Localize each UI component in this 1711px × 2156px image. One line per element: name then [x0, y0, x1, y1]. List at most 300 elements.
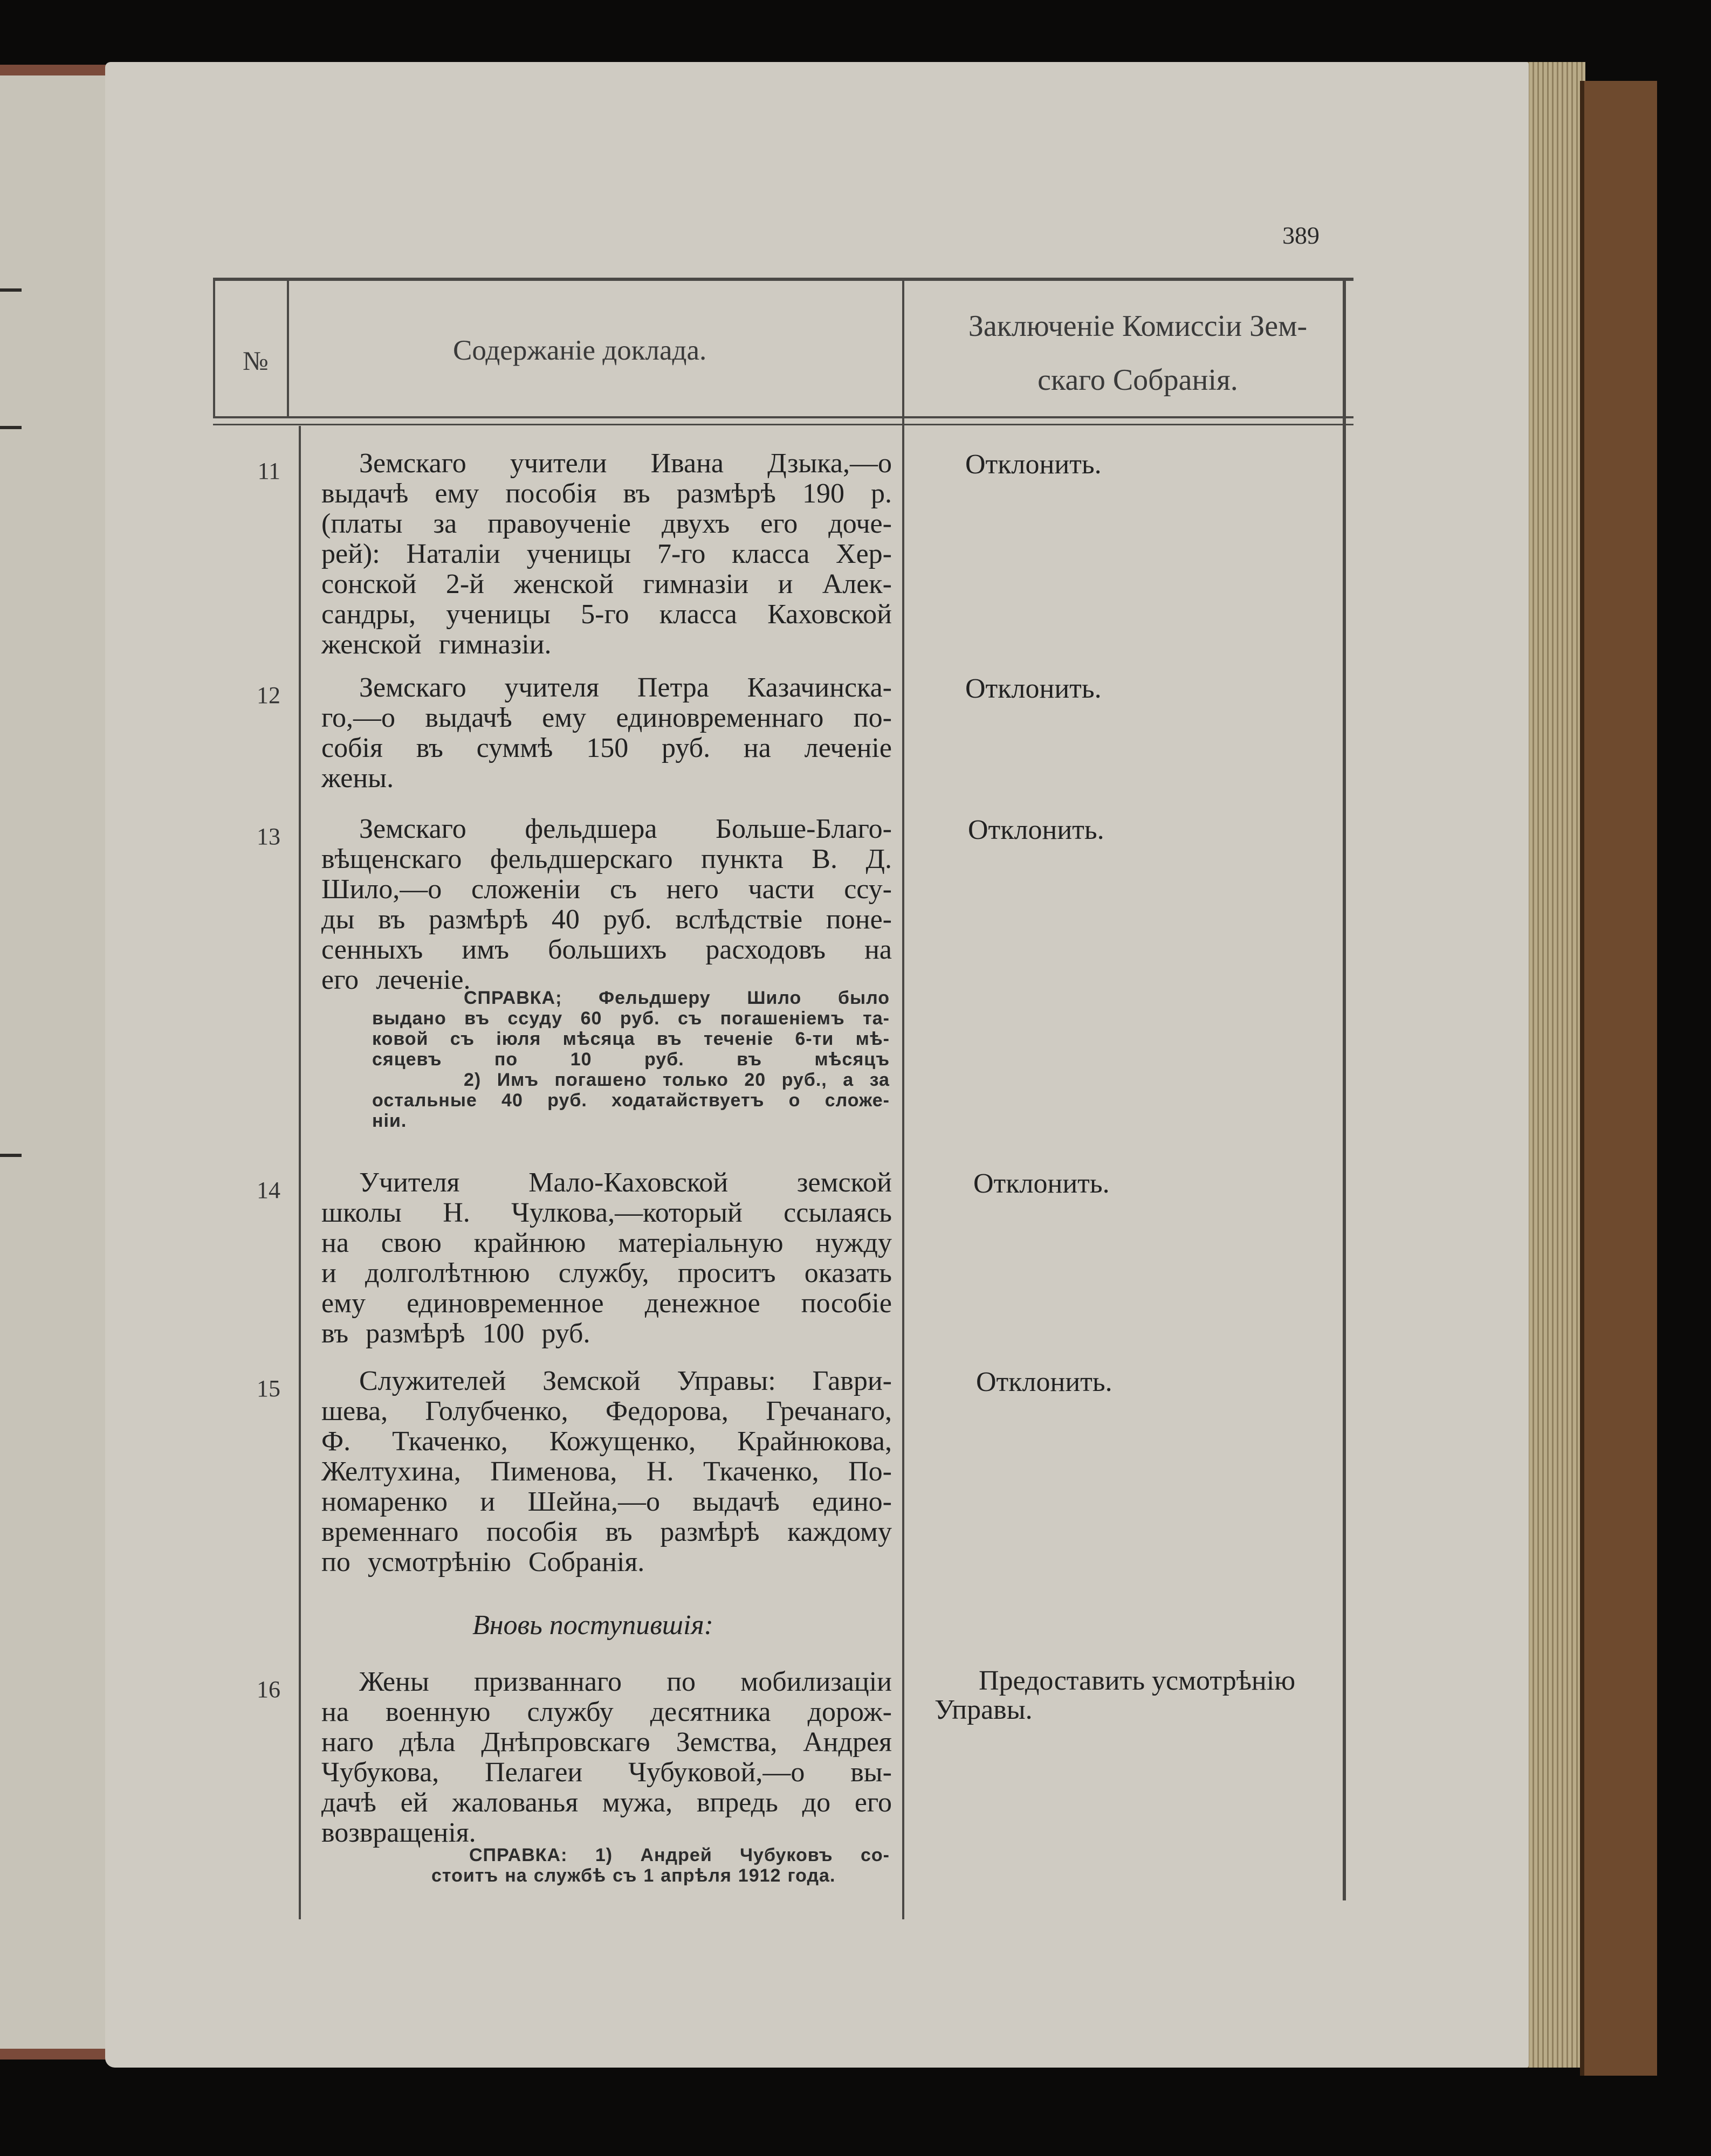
- word: части: [748, 874, 815, 905]
- row-number: 15: [257, 1375, 280, 1402]
- word: размѣрѣ: [660, 1517, 760, 1547]
- word: Учителя: [359, 1167, 460, 1198]
- word: сложе-: [824, 1090, 890, 1111]
- word: Жены: [359, 1666, 429, 1697]
- word: стоитъ: [431, 1865, 499, 1886]
- word: въ: [605, 1517, 633, 1547]
- word: ссылаясь: [784, 1197, 892, 1228]
- word: Каховской: [767, 599, 892, 630]
- word: руб.: [620, 1008, 660, 1029]
- row-number: 14: [257, 1177, 280, 1203]
- word: вы-: [850, 1757, 892, 1788]
- word: Ткаченко,: [392, 1426, 508, 1457]
- word: руб.: [662, 733, 711, 763]
- word: за: [433, 508, 457, 539]
- word: десятника: [650, 1697, 771, 1727]
- word: женской: [321, 629, 422, 660]
- column-rule: [902, 278, 904, 1919]
- text-line: [321, 539, 892, 569]
- row-conclusion: Отклонить.: [976, 1367, 1112, 1397]
- word: іюля: [496, 1029, 541, 1049]
- text-line: [321, 1517, 892, 1547]
- word: года.: [787, 1865, 836, 1886]
- row-conclusion: Отклонить.: [965, 449, 1102, 480]
- word: военную: [386, 1697, 491, 1727]
- column-header-number: №: [243, 346, 269, 376]
- word: денежное: [644, 1288, 760, 1319]
- word: въ: [464, 1008, 490, 1029]
- word: свою: [381, 1228, 442, 1258]
- row-conclusion: Управы.: [934, 1695, 1033, 1725]
- word: только: [662, 1070, 729, 1090]
- word: 190: [802, 478, 844, 509]
- text-line: [321, 733, 892, 763]
- word: него: [666, 874, 719, 905]
- word: шева,: [321, 1396, 388, 1427]
- word: въ: [737, 1049, 762, 1070]
- text-line: [321, 1547, 892, 1578]
- word: пункта: [701, 844, 784, 874]
- word: Чубуковъ: [740, 1845, 833, 1865]
- word: 7-го: [657, 539, 706, 569]
- word: расходовъ: [705, 934, 826, 965]
- word: имъ: [462, 934, 509, 965]
- word: По-: [848, 1456, 892, 1487]
- word: Шило: [747, 988, 802, 1008]
- word: оказать: [804, 1258, 892, 1289]
- table-top-rule: [213, 278, 1353, 281]
- left-page-edge: [0, 75, 108, 2049]
- word: ніи.: [372, 1111, 407, 1131]
- word: СПРАВКА:: [469, 1845, 568, 1865]
- word: вѣщенскаго: [321, 844, 462, 874]
- word: руб.,: [781, 1070, 827, 1090]
- reference-note: [372, 988, 890, 1131]
- column-header-conclusion-line: скаго Собранія.: [1037, 363, 1238, 397]
- word: долголѣтнюю: [365, 1258, 530, 1289]
- row-content: [321, 449, 892, 660]
- table-header-rule: [213, 424, 1353, 425]
- word: ему: [435, 478, 479, 509]
- left-page-rule: [0, 1154, 22, 1157]
- word: Ф.: [321, 1426, 351, 1457]
- word: гимназіи: [643, 569, 749, 600]
- word: 10: [570, 1049, 592, 1070]
- word: учителя: [504, 672, 600, 703]
- word: Андрей: [640, 1845, 712, 1865]
- text-line: [321, 1788, 892, 1818]
- left-page-rule: [0, 288, 22, 292]
- word: проситъ: [677, 1258, 776, 1289]
- text-line: [321, 1427, 892, 1457]
- column-header-content: Содержаніе доклада.: [453, 335, 707, 366]
- word: собія: [321, 733, 383, 763]
- word: ссуду: [507, 1008, 563, 1029]
- word: Земства,: [676, 1727, 778, 1758]
- word: Земскаго: [359, 672, 466, 703]
- word: вслѣдствіе: [675, 904, 803, 935]
- word: по: [321, 1547, 351, 1578]
- word: рей):: [321, 539, 380, 569]
- row-number: 12: [257, 682, 280, 708]
- word: Пелагеи: [485, 1757, 583, 1788]
- word: матеріальную: [618, 1228, 784, 1258]
- text-line: [321, 874, 892, 905]
- row-number: 11: [257, 458, 280, 484]
- word: по: [494, 1049, 518, 1070]
- column-header-conclusion: [933, 299, 1343, 407]
- word: остальные: [372, 1090, 477, 1111]
- text-line: [321, 1319, 892, 1349]
- text-line: [321, 1818, 892, 1848]
- word: Гречанаго,: [766, 1396, 892, 1427]
- text-line: [321, 1667, 892, 1697]
- book-cover: [1580, 81, 1657, 2076]
- reference-line: [372, 988, 890, 1008]
- reference-line: [372, 1008, 890, 1029]
- word: Мало-Каховской: [528, 1167, 729, 1198]
- reference-line: [372, 1070, 890, 1090]
- word: фельдшера: [525, 814, 657, 844]
- reference-line: [372, 1049, 890, 1070]
- table-right-rule: [1343, 278, 1346, 1900]
- word: 20: [744, 1070, 766, 1090]
- text-line: [321, 1758, 892, 1788]
- word: 6-ти: [795, 1029, 834, 1049]
- word: ссу-: [844, 874, 892, 905]
- word: доче-: [828, 508, 892, 539]
- word: по-: [853, 702, 892, 733]
- word: пособія: [505, 478, 597, 509]
- word: Кожущенко,: [549, 1426, 696, 1457]
- word: временнаго: [321, 1517, 459, 1547]
- text-line: [321, 1228, 892, 1258]
- text-line: [321, 509, 892, 539]
- text-line: [321, 935, 892, 965]
- word: единовременное: [407, 1288, 604, 1319]
- text-line: [321, 600, 892, 630]
- word: размѣрѣ: [428, 904, 528, 935]
- word: мужа,: [602, 1787, 673, 1818]
- word: по: [666, 1666, 696, 1697]
- text-line: [321, 1457, 892, 1487]
- word: большихъ: [548, 934, 667, 965]
- word: ды: [321, 904, 355, 935]
- text-line: [321, 1168, 892, 1198]
- word: его: [321, 965, 359, 995]
- word: Управы:: [677, 1366, 776, 1396]
- word: р.: [870, 478, 892, 509]
- text-line: [321, 1396, 892, 1427]
- word: Больше-Благо-: [716, 814, 892, 844]
- word: на: [321, 1228, 349, 1258]
- word: погашено: [554, 1070, 647, 1090]
- word: 2): [464, 1070, 482, 1090]
- word: о: [788, 1090, 801, 1111]
- word: на: [505, 1865, 527, 1886]
- word: было: [838, 988, 890, 1008]
- word: жалованья: [452, 1787, 579, 1818]
- word: Ивана: [650, 448, 724, 479]
- word: и: [480, 1486, 496, 1517]
- reference-line: [372, 1865, 890, 1886]
- row-number: 16: [257, 1676, 280, 1703]
- word: Земской: [542, 1366, 641, 1396]
- word: Петра: [637, 672, 709, 703]
- text-line: [321, 1727, 892, 1758]
- word: его: [760, 508, 798, 539]
- row-conclusion: Отклонить.: [965, 673, 1102, 704]
- word: ей: [400, 1787, 428, 1818]
- word: суммѣ: [476, 733, 553, 763]
- row-content: [321, 673, 892, 794]
- page-number: 389: [1282, 222, 1320, 249]
- row-content: [321, 1168, 892, 1349]
- word: пособія: [486, 1517, 578, 1547]
- column-rule: [299, 426, 301, 1919]
- word: сложеніи: [471, 874, 581, 905]
- word: женской: [513, 569, 614, 600]
- word: мѣсяцъ: [814, 1049, 890, 1070]
- word: и: [321, 1258, 336, 1289]
- word: гимназіи.: [438, 629, 552, 660]
- word: за: [869, 1070, 890, 1090]
- word: съ: [610, 874, 637, 905]
- text-line: [321, 479, 892, 509]
- word: Голубченко,: [425, 1396, 568, 1427]
- word: дачѣ: [321, 1787, 376, 1818]
- word: В.: [812, 844, 837, 874]
- word: размѣрѣ: [676, 478, 776, 509]
- text-line: [321, 844, 892, 874]
- reference-line: [372, 1029, 890, 1049]
- column-rule: [287, 278, 289, 418]
- word: Чубуковой,—о: [628, 1757, 805, 1788]
- word: выдачѣ: [692, 1486, 780, 1517]
- word: возвращенія.: [321, 1817, 476, 1848]
- word: съ: [450, 1029, 475, 1049]
- word: сандры,: [321, 599, 416, 630]
- word: крайнюю: [473, 1228, 586, 1258]
- table-header-rule: [213, 416, 1353, 418]
- word: Служителей: [359, 1366, 506, 1396]
- word: Федорова,: [606, 1396, 729, 1427]
- word: Н.: [443, 1197, 470, 1228]
- column-header-conclusion-line: Заключеніе Комиссіи Зем-: [968, 309, 1308, 343]
- word: службу,: [558, 1258, 649, 1289]
- word: Днѣпровскагѳ: [481, 1727, 650, 1758]
- word: ему: [542, 702, 587, 733]
- word: его: [854, 1787, 892, 1818]
- text-line: [321, 703, 892, 733]
- word: Имъ: [497, 1070, 539, 1090]
- left-page-rule: [0, 426, 22, 429]
- row-conclusion: Отклонить.: [973, 1168, 1110, 1199]
- word: выдачѣ: [321, 478, 409, 509]
- word: Гаври-: [812, 1366, 892, 1396]
- word: въ: [378, 904, 406, 935]
- word: 5-го: [581, 599, 629, 630]
- word: Д.: [865, 844, 892, 874]
- word: ходатайствуетъ: [611, 1090, 765, 1111]
- word: 40: [501, 1090, 523, 1111]
- word: сенныхъ: [321, 934, 423, 965]
- reference-note: [372, 1845, 890, 1886]
- word: въ: [416, 733, 443, 763]
- word: Шейна,—о: [527, 1486, 660, 1517]
- text-line: [321, 1366, 892, 1396]
- word: Чубукова,: [321, 1757, 439, 1788]
- word: впредь: [696, 1787, 778, 1818]
- word: выдано: [372, 1008, 446, 1029]
- word: сонской: [321, 569, 417, 600]
- row-content: [321, 1366, 892, 1578]
- word: мобилизаціи: [740, 1666, 892, 1697]
- word: 60: [580, 1008, 602, 1029]
- word: Дзыка,—о: [767, 448, 892, 479]
- word: ковой: [372, 1029, 429, 1049]
- word: призваннаго: [474, 1666, 622, 1697]
- row-content: [321, 814, 892, 995]
- word: фельдшерскаго: [490, 844, 673, 874]
- word: службѣ: [533, 1865, 607, 1886]
- word: поне-: [826, 904, 892, 935]
- row-conclusion: Предоставить усмотрѣнію: [979, 1665, 1296, 1696]
- word: леченіе: [804, 733, 892, 763]
- word: Н.: [646, 1456, 674, 1487]
- word: Андрея: [803, 1727, 892, 1758]
- word: Собранія.: [528, 1547, 645, 1578]
- reference-line: [372, 1111, 890, 1131]
- word: Фельдшеру: [599, 988, 711, 1008]
- word: каждому: [787, 1517, 892, 1547]
- word: службу: [527, 1697, 614, 1727]
- text-line: [321, 763, 892, 794]
- word: Ткаченко,: [703, 1456, 819, 1487]
- word: съ: [678, 1008, 703, 1029]
- section-subheading: Вновь поступившія:: [472, 1610, 713, 1641]
- word: 2-й: [445, 569, 484, 600]
- word: учители: [510, 448, 607, 479]
- word: руб.: [644, 1049, 684, 1070]
- word: Шило,—о: [321, 874, 442, 905]
- word: выдачѣ: [425, 702, 512, 733]
- word: единовременнаго: [616, 702, 824, 733]
- word: усмотрѣнію: [367, 1547, 511, 1578]
- word: Земскаго: [359, 448, 466, 479]
- word: Алек-: [822, 569, 892, 600]
- word: 1912: [738, 1865, 781, 1886]
- word: на: [321, 1697, 349, 1727]
- word: 40: [551, 904, 580, 935]
- text-line: [321, 1289, 892, 1319]
- word: класса: [659, 599, 737, 630]
- word: на: [864, 934, 892, 965]
- word: Крайнюкова,: [737, 1426, 892, 1457]
- word: школы: [321, 1197, 402, 1228]
- word: го,—о: [321, 702, 396, 733]
- text-line: [321, 1487, 892, 1517]
- text-line: [321, 673, 892, 703]
- text-line: [321, 814, 892, 844]
- word: со-: [861, 1845, 890, 1865]
- word: 1: [643, 1865, 655, 1886]
- word: теченіе: [703, 1029, 774, 1049]
- word: апрѣля: [661, 1865, 732, 1886]
- word: дорож-: [807, 1697, 892, 1727]
- word: сяцевъ: [372, 1049, 442, 1070]
- word: на: [743, 733, 771, 763]
- word: въ: [656, 1029, 682, 1049]
- word: а: [843, 1070, 854, 1090]
- word: леченіе.: [376, 965, 471, 995]
- word: (платы: [321, 508, 403, 539]
- word: СПРАВКА;: [464, 988, 562, 1008]
- word: земской: [796, 1167, 892, 1198]
- word: и: [778, 569, 793, 600]
- word: 150: [586, 733, 629, 763]
- word: съ: [613, 1865, 637, 1886]
- word: Желтухина,: [321, 1456, 461, 1487]
- text-line: [321, 905, 892, 935]
- word: Пименова,: [490, 1456, 617, 1487]
- text-line: [321, 630, 892, 660]
- word: пособіе: [801, 1288, 892, 1319]
- text-line: [321, 1697, 892, 1727]
- row-conclusion: Отклонить.: [968, 815, 1104, 845]
- word: дѣла: [399, 1727, 456, 1758]
- word: нужду: [815, 1228, 892, 1258]
- word: Казачинска-: [747, 672, 892, 703]
- word: двухъ: [661, 508, 730, 539]
- word: въ: [321, 1318, 349, 1349]
- word: едино-: [812, 1486, 892, 1517]
- reference-line: [372, 1845, 890, 1865]
- word: класса: [732, 539, 810, 569]
- word: ученицы: [446, 599, 551, 630]
- word: Хер-: [836, 539, 892, 569]
- word: та-: [863, 1008, 890, 1029]
- word: ученицы: [526, 539, 631, 569]
- text-line: [321, 1258, 892, 1289]
- text-line: [321, 569, 892, 600]
- word: мѣсяца: [562, 1029, 635, 1049]
- word: въ: [623, 478, 650, 509]
- table-left-rule: [213, 278, 215, 418]
- word: мѣ-: [855, 1029, 890, 1049]
- word: до: [802, 1787, 831, 1818]
- word: руб.: [603, 904, 652, 935]
- word: наго: [321, 1727, 374, 1758]
- word: Земскаго: [359, 814, 466, 844]
- word: Чулкова,—который: [511, 1197, 743, 1228]
- word: жены.: [321, 763, 394, 794]
- word: руб.: [541, 1318, 590, 1349]
- word: номаренко: [321, 1486, 448, 1517]
- text-line: [321, 1198, 892, 1228]
- row-number: 13: [257, 823, 280, 850]
- text-line: [321, 449, 892, 479]
- row-content: [321, 1667, 892, 1848]
- reference-line: [372, 1090, 890, 1111]
- word: размѣрѣ: [366, 1318, 465, 1349]
- word: погашеніемъ: [720, 1008, 845, 1029]
- word: руб.: [547, 1090, 587, 1111]
- word: 1): [595, 1845, 613, 1865]
- word: ему: [321, 1288, 366, 1319]
- word: правоученіе: [487, 508, 631, 539]
- word: Наталіи: [406, 539, 500, 569]
